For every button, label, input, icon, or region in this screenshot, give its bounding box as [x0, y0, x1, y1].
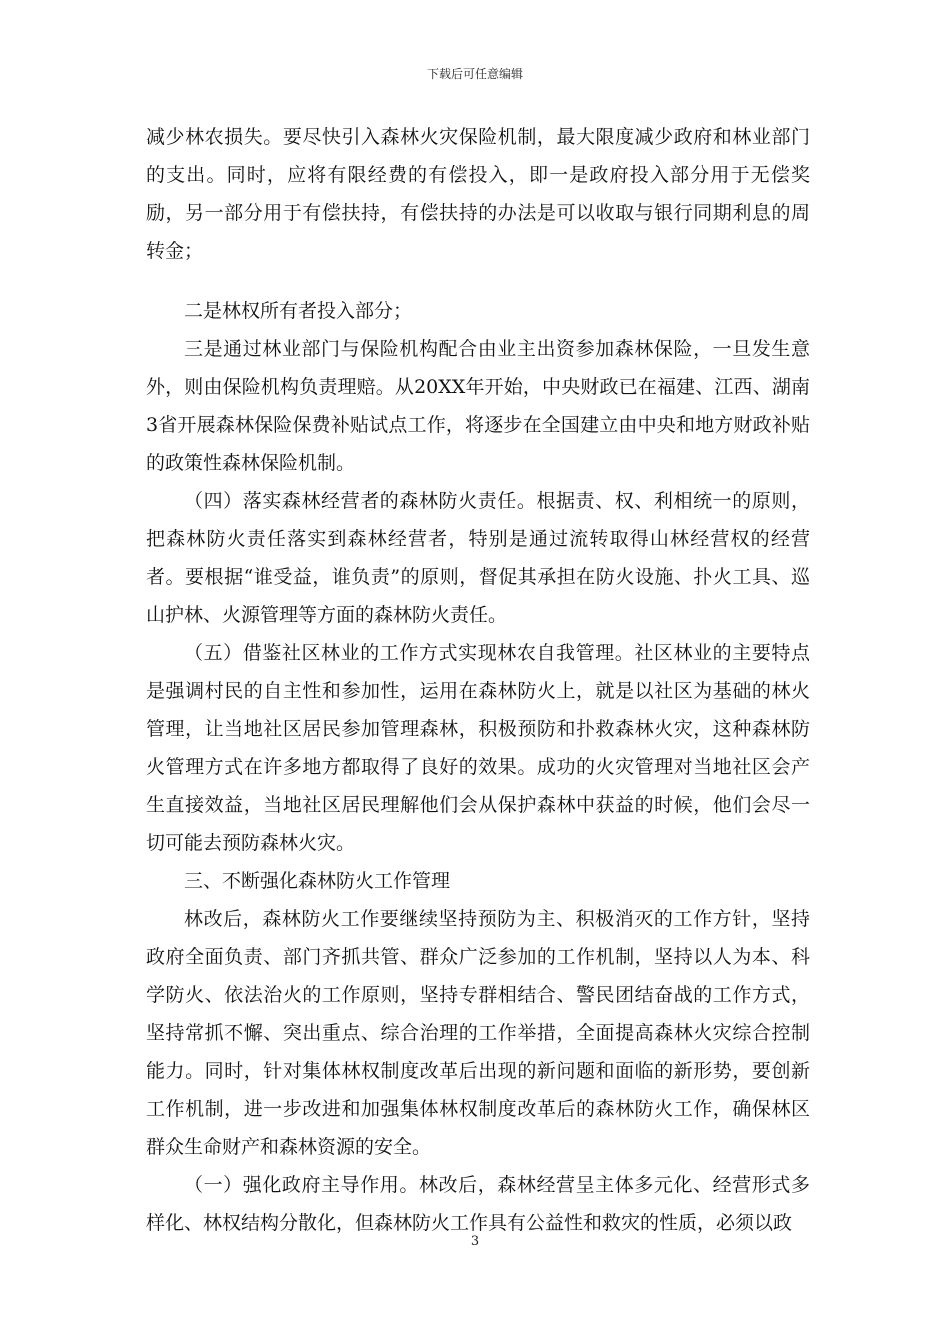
- paragraph-subsection-one: （一）强化政府主导作用。林改后，森林经营呈主体多元化、经营形式多样化、林权结构分散化，但森林防火工作具有公益性和救灾的性质，必须以政: [146, 1174, 810, 1234]
- page-number: 3: [470, 1234, 480, 1249]
- document-body: [146, 118, 810, 1242]
- paragraph-forest-reform: 林改后，森林防火工作要继续坚持预防为主、积极消灭的工作方针，坚持政府全面负责、部门齐抓共管、群众广泛参加的工作机制，坚持以人为本、科学防火、依法治火的工作原则，坚持专群相结合、警民团结奋战的工作方式，坚持常抓不懈、突出重点、综合治理的工作举措，全面提高森林火灾综合控制能力。同时，针对集体林权制度改革后出现的新问题和面临的新形势，要创新工作机制，进一步改进和加强集体林权制度改革后的森林防火工作，确保林区群众生命财产和森林资源的安全。: [146, 908, 810, 1158]
- section-heading-three: 三、不断强化森林防火工作管理: [184, 870, 451, 892]
- page-header: 下载后可任意编辑: [426, 67, 523, 81]
- paragraph-item-three: 三是通过林业部门与保险机构配合由业主出资参加森林保险，一旦发生意外，则由保险机构负责理赔。从20XX年开始，中央财政已在福建、江西、湖南3省开展森林保险保费补贴试点工作，将逐步在全国建立由中央和地方财政补贴的政策性森林保险机制。: [146, 338, 810, 474]
- paragraph-continuation: 减少林农损失。要尽快引入森林火灾保险机制，最大限度减少政府和林业部门的支出。同时，应将有限经费的有偿投入，即一是政府投入部分用于无偿奖励，另一部分用于有偿扶持，有偿扶持的办法是可以收取与银行同期利息的周转金；: [146, 126, 810, 262]
- paragraph-section-four: （四）落实森林经营者的森林防火责任。根据责、权、利相统一的原则，把森林防火责任落实到森林经营者，特别是通过流转取得山林经营权的经营者。要根据“谁受益，谁负责”的原则，督促其承担在防火设施、扑火工具、巡山护林、火源管理等方面的森林防火责任。: [146, 490, 810, 626]
- paragraph-section-five: （五）借鉴社区林业的工作方式实现林农自我管理。社区林业的主要特点是强调村民的自主性和参加性，运用在森林防火上，就是以社区为基础的林火管理，让当地社区居民参加管理森林，积极预防和扑救森林火灾，这种森林防火管理方式在许多地方都取得了良好的效果。成功的火灾管理对当地社区会产生直接效益，当地社区居民理解他们会从保护森林中获益的时候，他们会尽一切可能去预防森林火灾。: [146, 642, 810, 854]
- paragraph-item-two: 二是林权所有者投入部分；: [184, 300, 413, 322]
